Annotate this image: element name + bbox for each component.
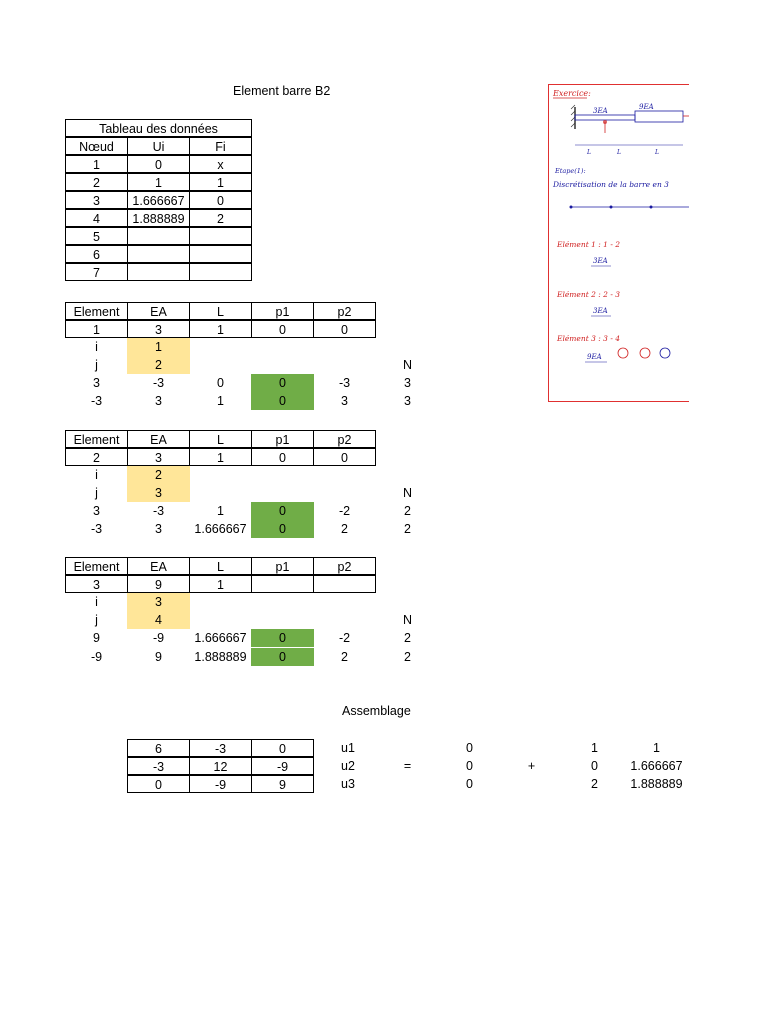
element-value: 0 <box>251 320 314 338</box>
k-cell: -3 <box>152 504 165 518</box>
rhs-c: 1 <box>653 741 660 755</box>
k-cell: 3 <box>155 522 162 536</box>
sketch-etape: Etape(1): <box>555 167 586 175</box>
donnees-cell <box>127 227 190 245</box>
donnees-cell: 0 <box>127 155 190 173</box>
exercise-sketch-image <box>548 84 689 402</box>
element-value: 1 <box>189 575 252 593</box>
element-header: p1 <box>251 302 314 320</box>
rhs-a: 0 <box>466 759 473 773</box>
donnees-cell <box>189 263 252 281</box>
k-cell: -2 <box>338 504 351 518</box>
element-value: 0 <box>251 448 314 466</box>
sketch-discretisation: Discrétisation de la barre en 3 <box>553 180 669 189</box>
element-header: EA <box>127 302 190 320</box>
element-value: 3 <box>127 320 190 338</box>
donnees-cell: 4 <box>65 209 128 227</box>
sketch-L3: L <box>655 149 659 156</box>
k-cell: 9 <box>155 650 162 664</box>
matrix-cell: -9 <box>251 757 314 775</box>
donnees-cell: 3 <box>65 191 128 209</box>
sketch-k2: 3EA <box>593 307 608 315</box>
k-cell-highlight: 0 <box>251 648 314 666</box>
element-header: Element <box>65 302 128 320</box>
rhs-b: 1 <box>591 741 598 755</box>
donnees-header-fi: Fi <box>189 137 252 155</box>
n-label: N <box>402 486 413 500</box>
k-cell: -9 <box>152 631 165 645</box>
sketch-3ea: 3EA <box>593 107 608 115</box>
k-cell-highlight: 0 <box>251 392 314 410</box>
i-label: i <box>95 468 98 482</box>
k-cell-highlight: 0 <box>251 374 314 392</box>
sketch-el3: Elément 3 : 3 - 4 <box>557 334 621 343</box>
element-header: p2 <box>313 302 376 320</box>
donnees-cell: x <box>189 155 252 173</box>
k-cell: 9 <box>93 631 100 645</box>
j-label: j <box>95 613 98 627</box>
element-value <box>313 575 376 593</box>
rhs-c: 1.888889 <box>630 777 683 791</box>
sketch-L1: L <box>587 149 591 156</box>
element-value: 1 <box>65 320 128 338</box>
element-header: Element <box>65 557 128 575</box>
donnees-cell: 0 <box>189 191 252 209</box>
donnees-cell <box>127 263 190 281</box>
node-j: 3 <box>127 484 190 502</box>
k-cell: 2 <box>404 631 411 645</box>
k-cell: 2 <box>404 650 411 664</box>
k-cell: 3 <box>155 394 162 408</box>
rhs-b: 0 <box>591 759 598 773</box>
equals-sign: = <box>403 759 412 773</box>
element-header: p1 <box>251 430 314 448</box>
k-cell: 1 <box>217 394 224 408</box>
element-value: 0 <box>313 320 376 338</box>
node-i: 2 <box>127 466 190 484</box>
k-cell-highlight: 0 <box>251 520 314 538</box>
matrix-cell: -3 <box>127 757 190 775</box>
donnees-cell: 1.666667 <box>127 191 190 209</box>
bar-thick <box>635 111 683 122</box>
element-header: L <box>189 557 252 575</box>
k-cell: 2 <box>404 522 411 536</box>
k-cell: 1 <box>217 504 224 518</box>
j-label: j <box>95 486 98 500</box>
donnees-header-ui: Ui <box>127 137 190 155</box>
rhs-a: 0 <box>466 741 473 755</box>
sketch-el2: Elément 2 : 2 - 3 <box>557 290 621 299</box>
matrix-cell: 6 <box>127 739 190 757</box>
node-i: 3 <box>127 593 190 611</box>
rhs-c: 1.666667 <box>630 759 683 773</box>
element-header: L <box>189 302 252 320</box>
donnees-cell: 1 <box>189 173 252 191</box>
k-cell: 3 <box>93 504 100 518</box>
donnees-cell: 1 <box>127 173 190 191</box>
k-cell: -9 <box>90 650 103 664</box>
page-title: Element barre B2 <box>233 84 331 98</box>
n-label: N <box>402 613 413 627</box>
element-value: 0 <box>313 448 376 466</box>
element-value: 9 <box>127 575 190 593</box>
element-header: Element <box>65 430 128 448</box>
sketch-drawing <box>549 85 689 402</box>
matrix-cell: 12 <box>189 757 252 775</box>
donnees-cell: 1.888889 <box>127 209 190 227</box>
i-label: i <box>95 340 98 354</box>
bar-thin <box>575 115 635 120</box>
element-value: 1 <box>189 320 252 338</box>
donnees-cell <box>189 227 252 245</box>
k-cell: 3 <box>93 376 100 390</box>
matrix-cell: -9 <box>189 775 252 793</box>
k-cell: 0 <box>217 376 224 390</box>
element-value: 1 <box>189 448 252 466</box>
k-cell-highlight: 0 <box>251 629 314 647</box>
k-cell: -3 <box>90 522 103 536</box>
node-j: 4 <box>127 611 190 629</box>
sketch-L2: L <box>617 149 621 156</box>
donnees-cell: 5 <box>65 227 128 245</box>
sketch-heading: Exercice: <box>553 89 591 98</box>
n-label: N <box>402 358 413 372</box>
donnees-header-noeud: Nœud <box>65 137 128 155</box>
k-cell: 2 <box>341 650 348 664</box>
element-header: p2 <box>313 430 376 448</box>
k-cell: 3 <box>341 394 348 408</box>
k-cell-highlight: 0 <box>251 502 314 520</box>
element-header: EA <box>127 557 190 575</box>
element-value: 2 <box>65 448 128 466</box>
unknown-u1: u1 <box>341 741 355 755</box>
matrix-cell: 0 <box>251 739 314 757</box>
node-j: 2 <box>127 356 190 374</box>
k-cell: 2 <box>341 522 348 536</box>
donnees-cell: 2 <box>65 173 128 191</box>
sketch-el1: Elément 1 : 1 - 2 <box>557 240 621 249</box>
matrix-cell: 0 <box>127 775 190 793</box>
sketch-9ea: 9EA <box>639 103 654 111</box>
donnees-caption: Tableau des données <box>65 119 252 137</box>
unknown-u2: u2 <box>341 759 355 773</box>
rhs-b: 2 <box>591 777 598 791</box>
k-cell: 1.888889 <box>194 650 247 664</box>
element-header: L <box>189 430 252 448</box>
donnees-cell: 7 <box>65 263 128 281</box>
donnees-cell: 2 <box>189 209 252 227</box>
sketch-k1: 3EA <box>593 257 608 265</box>
k-cell: 1.666667 <box>194 522 247 536</box>
k-cell: -3 <box>338 376 351 390</box>
assemblage-title: Assemblage <box>342 704 411 718</box>
element-value: 3 <box>127 448 190 466</box>
matrix-cell: 9 <box>251 775 314 793</box>
j-label: j <box>95 358 98 372</box>
plus-sign: + <box>527 759 536 773</box>
element-value: 3 <box>65 575 128 593</box>
k-cell: -3 <box>152 376 165 390</box>
element-header: p1 <box>251 557 314 575</box>
element-header: EA <box>127 430 190 448</box>
k-cell: 3 <box>404 376 411 390</box>
k-cell: 2 <box>404 504 411 518</box>
i-label: i <box>95 595 98 609</box>
sketch-k3: 9EA <box>587 353 602 361</box>
node-i: 1 <box>127 338 190 356</box>
donnees-cell: 6 <box>65 245 128 263</box>
k-cell: -2 <box>338 631 351 645</box>
donnees-cell <box>189 245 252 263</box>
donnees-cell: 1 <box>65 155 128 173</box>
element-header: p2 <box>313 557 376 575</box>
donnees-cell <box>127 245 190 263</box>
rhs-a: 0 <box>466 777 473 791</box>
element-value <box>251 575 314 593</box>
unknown-u3: u3 <box>341 777 355 791</box>
k-cell: 1.666667 <box>194 631 247 645</box>
k-cell: -3 <box>90 394 103 408</box>
matrix-cell: -3 <box>189 739 252 757</box>
k-cell: 3 <box>404 394 411 408</box>
